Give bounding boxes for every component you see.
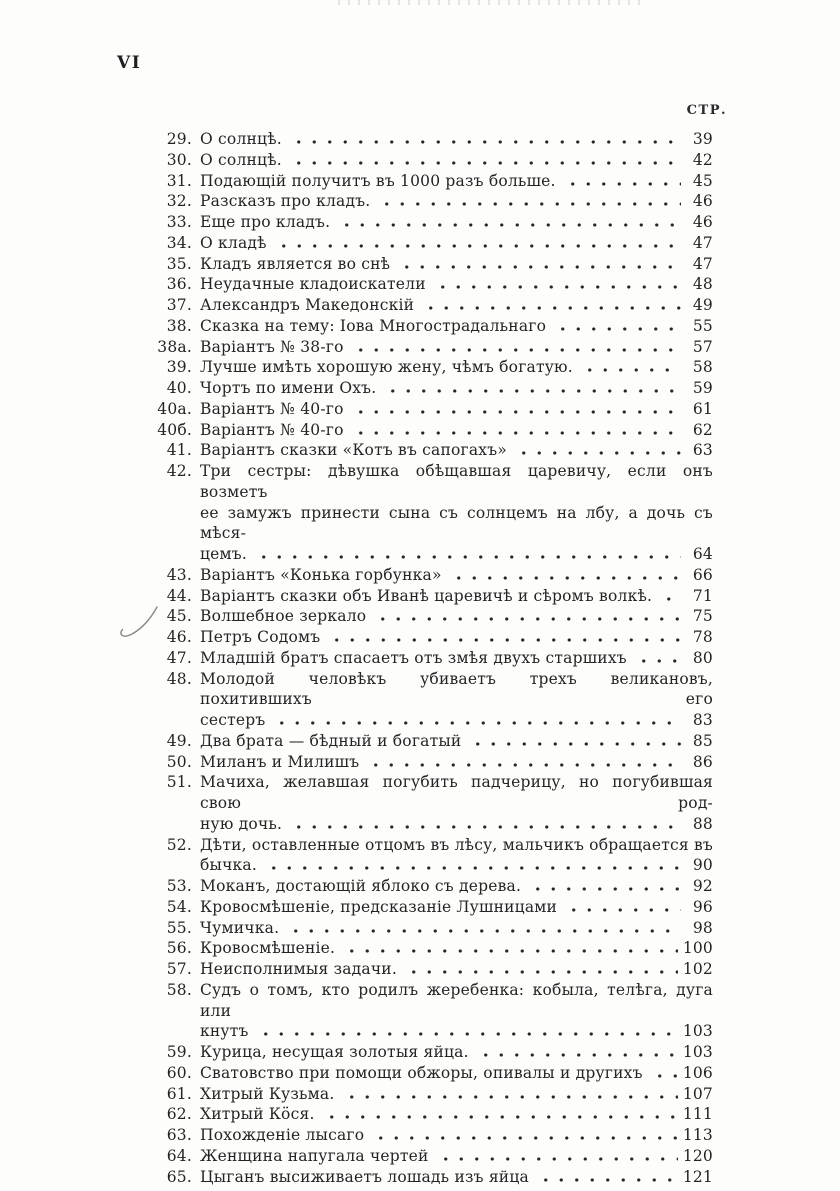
entry-title: Варіантъ № 40-го	[200, 399, 344, 418]
dot-leader	[553, 327, 681, 331]
entry-page-number: 57	[692, 337, 713, 356]
entry-page-number: 103	[682, 1022, 713, 1041]
entry-last-line	[200, 337, 713, 358]
entry-title: Хитрый Кузьма.	[200, 1084, 335, 1103]
toc-entry	[156, 357, 713, 378]
entry-page-number: 98	[692, 918, 713, 937]
entry-number: 40а.	[157, 399, 192, 418]
dot-leader	[366, 763, 681, 767]
toc-entry	[156, 150, 713, 171]
entry-last-line	[200, 316, 713, 337]
entry-last-line	[200, 855, 713, 876]
entry-number: 59.	[166, 1043, 192, 1061]
toc-entry	[156, 897, 713, 918]
entry-title: Еще про кладъ.	[200, 213, 331, 231]
entry-last-line	[200, 876, 713, 897]
entry-title: Варіантъ № 40-го	[200, 420, 344, 439]
entry-page-number: 49	[692, 296, 713, 314]
entry-body	[200, 1167, 713, 1188]
entry-number: 29.	[166, 130, 192, 148]
entry-number: 60.	[166, 1063, 192, 1082]
toc-entry	[156, 752, 713, 773]
dot-leader	[286, 929, 681, 933]
entry-number: 34.	[166, 233, 192, 252]
entry-body	[200, 420, 713, 441]
entry-page-number: 39	[692, 130, 713, 148]
entry-number: 63.	[166, 1126, 192, 1144]
entry-title: Хитрый Кöся.	[200, 1105, 315, 1124]
entry-last-line	[200, 212, 713, 233]
entry-title: Похожденіе лысаго	[200, 1126, 365, 1144]
entry-last-line	[200, 1063, 713, 1084]
entry-number: 41.	[166, 441, 192, 460]
toc-entry	[156, 1084, 713, 1105]
entry-title: ную дочь.	[200, 814, 283, 833]
toc-entry	[156, 399, 713, 420]
entry-page-number: 63	[692, 441, 713, 460]
toc-entry	[156, 731, 713, 752]
entry-body	[200, 1084, 713, 1105]
entry-title: Неудачные кладоискатели	[200, 275, 426, 294]
entry-last-line	[200, 938, 713, 959]
entry-page-number: 58	[692, 358, 713, 377]
entry-title: Волшебное зеркало	[200, 607, 367, 626]
toc-entry	[156, 648, 713, 669]
entry-last-line	[200, 586, 713, 607]
entry-number: 61.	[166, 1084, 192, 1103]
entry-page-number: 59	[692, 379, 713, 397]
scan-artifact-top	[338, 0, 644, 5]
toc-entry	[156, 772, 713, 834]
entry-body	[200, 191, 713, 212]
entry-number: 39.	[166, 358, 192, 377]
entry-page-number: 111	[682, 1105, 713, 1124]
entry-body	[200, 1125, 713, 1146]
entry-last-line	[200, 1042, 713, 1063]
toc-entry	[156, 295, 713, 316]
entry-page-number: 120	[682, 1146, 713, 1165]
entry-body	[200, 461, 713, 565]
toc-entry	[156, 606, 713, 627]
entry-last-line	[200, 606, 713, 627]
entry-page-number: 103	[682, 1043, 713, 1061]
entry-number: 50.	[166, 752, 192, 771]
toc-entry	[156, 876, 713, 897]
entry-title: Варіантъ сказки объ Иванѣ царевичѣ и сѣромъ волкѣ.	[200, 586, 653, 605]
page-number-roman: VI	[117, 53, 142, 73]
entry-last-line	[200, 357, 713, 378]
entry-page-number: 85	[692, 731, 713, 750]
entry-page-number: 102	[682, 960, 713, 978]
toc-entry	[156, 212, 713, 233]
entry-body	[200, 129, 713, 150]
toc-entry	[156, 171, 713, 192]
toc-entry	[156, 565, 713, 586]
toc-entry	[156, 420, 713, 441]
dot-leader	[659, 597, 681, 601]
entry-body	[200, 254, 713, 275]
entry-body	[200, 959, 713, 980]
entry-number: 51.	[166, 773, 192, 792]
entry-number: 49.	[166, 731, 192, 750]
dot-leader	[289, 161, 681, 165]
dot-leader	[514, 451, 681, 455]
entry-body	[200, 399, 713, 420]
entry-page-number: 90	[692, 856, 713, 875]
entry-page-number: 86	[692, 752, 713, 771]
dot-leader	[289, 140, 681, 144]
entry-page-number: 48	[692, 275, 713, 294]
toc-entry	[156, 254, 713, 275]
entry-last-line	[200, 752, 713, 773]
dot-leader	[342, 1095, 678, 1099]
dot-leader	[433, 285, 681, 289]
dot-leader	[322, 1115, 678, 1119]
entry-number: 47.	[166, 648, 192, 667]
entry-page-number: 46	[692, 213, 713, 231]
entry-number: 42.	[166, 462, 192, 480]
dot-leader	[634, 659, 681, 663]
dot-leader	[563, 182, 681, 186]
entry-title-line: Молодой человѣкъ убиваетъ трехъ великановъ, похитившихъ его	[200, 669, 713, 709]
entry-page-number: 61	[692, 399, 713, 418]
dot-leader	[528, 887, 681, 891]
entry-title-line: Судъ о томъ, кто родилъ жеребенка: кобыла, телѣга, дуга или	[200, 980, 713, 1020]
entry-body	[200, 171, 713, 192]
dot-leader	[404, 970, 678, 974]
toc-entry	[156, 378, 713, 399]
entry-body	[200, 316, 713, 337]
entry-number: 31.	[166, 171, 192, 190]
entry-body	[200, 897, 713, 918]
toc-entry	[156, 918, 713, 939]
toc-list	[156, 129, 713, 1187]
dot-leader	[274, 244, 681, 248]
dot-leader	[397, 265, 681, 269]
dot-leader	[342, 949, 678, 953]
entry-title: Чумичка.	[200, 918, 280, 937]
entry-title: Цыганъ высиживаетъ лошадь изъ яйца	[200, 1167, 529, 1186]
entry-page-number: 47	[692, 254, 713, 273]
dot-leader	[254, 555, 681, 559]
entry-body	[200, 648, 713, 669]
entry-title: кнутъ	[200, 1022, 249, 1041]
entry-page-number: 75	[692, 607, 713, 626]
toc-entry	[156, 1042, 713, 1063]
dot-leader	[351, 410, 681, 414]
entry-number: 33.	[166, 213, 192, 231]
entry-page-number: 113	[682, 1126, 713, 1144]
entry-last-line	[200, 1021, 713, 1042]
dot-leader	[476, 1053, 678, 1057]
entry-page-number: 66	[692, 565, 713, 584]
entry-body	[200, 586, 713, 607]
pencil-mark	[111, 603, 161, 649]
toc-entry	[156, 1125, 713, 1146]
entry-title: Варіантъ № 38-го	[200, 337, 344, 356]
dot-leader	[449, 576, 681, 580]
entry-body	[200, 233, 713, 254]
entry-number: 54.	[166, 897, 192, 916]
entry-title: Моканъ, достающій яблоко съ дерева.	[200, 877, 522, 895]
entry-title: бычка.	[200, 856, 257, 875]
page-column-header: СТР.	[686, 103, 727, 118]
entry-title: Курица, несущая золотыя яйца.	[200, 1043, 469, 1061]
toc-entry	[156, 586, 713, 607]
entry-number: 44.	[166, 586, 192, 605]
entry-page-number: 64	[692, 545, 713, 563]
dot-leader	[377, 202, 681, 206]
entry-title-line: ее замужъ принести сына съ солнцемъ на лбу, а дочь съ мѣся-	[200, 503, 713, 543]
dot-leader	[272, 721, 681, 725]
entry-page-number: 78	[692, 628, 713, 646]
entry-body	[200, 980, 713, 1042]
entry-number: 36.	[166, 275, 192, 294]
dot-leader	[256, 1032, 678, 1036]
entry-last-line	[200, 710, 713, 731]
entry-last-line	[200, 254, 713, 275]
entry-title: Разсказъ про кладъ.	[200, 192, 371, 211]
entry-body	[200, 731, 713, 752]
entry-last-line	[200, 129, 713, 150]
entry-title: Подающій получитъ въ 1000 разъ больше.	[200, 171, 556, 190]
entry-body	[200, 378, 713, 399]
entry-last-line	[200, 171, 713, 192]
entry-body	[200, 150, 713, 171]
entry-body	[200, 876, 713, 897]
entry-title: Петръ Содомъ	[200, 628, 321, 646]
entry-number: 55.	[166, 918, 192, 937]
entry-number: 32.	[166, 192, 192, 211]
entry-title-line: Три сестры: дѣвушка обѣщавшая царевичу, если онъ возметъ	[200, 462, 713, 501]
entry-page-number: 45	[692, 171, 713, 190]
entry-page-number: 96	[692, 897, 713, 916]
entry-last-line	[200, 1167, 713, 1188]
entry-page-number: 92	[692, 877, 713, 895]
entry-page-number: 71	[692, 586, 713, 605]
entry-body	[200, 212, 713, 233]
toc-entry	[156, 980, 713, 1042]
entry-title-line: Дѣти, оставленные отцомъ въ лѣсу, мальчикъ обращается въ	[200, 835, 713, 854]
entry-last-line	[200, 731, 713, 752]
toc-entry	[156, 669, 713, 731]
entry-title: Варіантъ «Конька горбунка»	[200, 565, 442, 584]
entry-page-number: 46	[692, 192, 713, 211]
toc-entry	[156, 461, 713, 565]
dot-leader	[436, 1157, 678, 1161]
dot-leader	[536, 1178, 678, 1182]
entry-number: 30.	[166, 150, 192, 169]
entry-body	[200, 752, 713, 773]
toc-entry	[156, 440, 713, 461]
entry-last-line	[200, 295, 713, 316]
entry-body	[200, 357, 713, 378]
entry-number: 35.	[166, 254, 192, 273]
entry-body	[200, 274, 713, 295]
entry-last-line	[200, 233, 713, 254]
entry-number: 46.	[166, 628, 192, 646]
dot-leader	[337, 223, 681, 227]
toc-entry	[156, 233, 713, 254]
entry-title: Кровосмѣшеніе, предсказаніе Лушницами	[200, 897, 558, 916]
entry-page-number: 100	[682, 939, 713, 958]
entry-last-line	[200, 544, 713, 565]
entry-title: Чортъ по имени Охъ.	[200, 379, 377, 397]
entry-page-number: 121	[682, 1167, 713, 1186]
entry-body	[200, 1042, 713, 1063]
entry-number: 45.	[166, 607, 192, 626]
entry-last-line	[200, 420, 713, 441]
entry-body	[200, 772, 713, 834]
entry-body	[200, 440, 713, 461]
entry-last-line	[200, 814, 713, 835]
entry-body	[200, 1104, 713, 1125]
entry-page-number: 83	[692, 711, 713, 729]
entry-last-line	[200, 627, 713, 648]
entry-last-line	[200, 150, 713, 171]
dot-leader	[289, 825, 681, 829]
toc-entry	[156, 274, 713, 295]
dot-leader	[264, 866, 681, 870]
entry-body	[200, 565, 713, 586]
toc-entry	[156, 627, 713, 648]
entry-title: О солнцѣ.	[200, 130, 282, 148]
entry-body	[200, 627, 713, 648]
entry-body	[200, 606, 713, 627]
entry-body	[200, 337, 713, 358]
entry-last-line	[200, 918, 713, 939]
toc-entry	[156, 1146, 713, 1167]
entry-title: Лучше имѣть хорошую жену, чѣмъ богатую.	[200, 358, 573, 377]
entry-number: 58.	[166, 980, 192, 999]
entry-body	[200, 938, 713, 959]
entry-title: Кладъ является во снѣ	[200, 254, 391, 273]
entry-number: 48.	[166, 669, 192, 688]
entry-page-number: 55	[692, 316, 713, 335]
entry-body	[200, 295, 713, 316]
entry-number: 38а.	[157, 337, 192, 356]
entry-page-number: 107	[682, 1084, 713, 1103]
entry-title: сестеръ	[200, 711, 266, 729]
entry-body	[200, 918, 713, 939]
dot-leader	[373, 617, 681, 621]
entry-last-line	[200, 274, 713, 295]
dot-leader	[383, 389, 681, 393]
dot-leader	[580, 368, 681, 372]
toc-entry	[156, 1167, 713, 1188]
entry-body	[200, 1063, 713, 1084]
toc-entry	[156, 1063, 713, 1084]
entry-number: 57.	[166, 960, 192, 978]
entry-title: Миланъ и Милишъ	[200, 752, 360, 771]
entry-title: Два брата — бѣдный и богатый	[200, 731, 462, 750]
entry-last-line	[200, 1104, 713, 1125]
entry-title-line: Мачиха, желавшая погубить падчерицу, но погубившая свою род-	[200, 773, 713, 812]
toc-entry	[156, 959, 713, 980]
entry-number: 43.	[166, 565, 192, 584]
toc-entry	[156, 337, 713, 358]
entry-page-number: 47	[692, 233, 713, 252]
entry-number: 40б.	[157, 420, 192, 439]
entry-last-line	[200, 1125, 713, 1146]
entry-number: 56.	[166, 939, 192, 958]
entry-title: Женщина напугала чертей	[200, 1146, 429, 1165]
dot-leader	[468, 742, 681, 746]
entry-page-number: 42	[692, 150, 713, 169]
entry-last-line	[200, 191, 713, 212]
toc-entry	[156, 835, 713, 877]
entry-number: 65.	[166, 1167, 192, 1186]
dot-leader	[351, 348, 681, 352]
toc-entry	[156, 1104, 713, 1125]
toc-entry	[156, 316, 713, 337]
entry-title: О кладѣ	[200, 233, 267, 252]
entry-page-number: 80	[692, 648, 713, 667]
entry-title: Александръ Македонскій	[200, 296, 415, 314]
entry-last-line	[200, 378, 713, 399]
entry-number: 37.	[166, 296, 192, 314]
entry-last-line	[200, 897, 713, 918]
entry-title: Сказка на тему: Іова Многострадальнаго	[200, 316, 547, 335]
dot-leader	[650, 1074, 678, 1078]
entry-number: 52.	[166, 835, 192, 854]
entry-body	[200, 1146, 713, 1167]
entry-last-line	[200, 565, 713, 586]
entry-number: 38.	[166, 316, 192, 335]
entry-title: Кровосмѣшеніе.	[200, 939, 336, 958]
entry-last-line	[200, 399, 713, 420]
entry-number: 40.	[166, 379, 192, 397]
dot-leader	[564, 908, 681, 912]
entry-number: 53.	[166, 877, 192, 895]
entry-body	[200, 669, 713, 731]
toc-entry	[156, 938, 713, 959]
entry-title: цемъ.	[200, 545, 247, 563]
entry-number: 64.	[166, 1146, 192, 1165]
entry-title: Варіантъ сказки «Котъ въ сапогахъ»	[200, 441, 507, 460]
toc-entry	[156, 191, 713, 212]
entry-title: О солнцѣ.	[200, 150, 282, 169]
entry-last-line	[200, 1146, 713, 1167]
dot-leader	[371, 1136, 678, 1140]
dot-leader	[421, 306, 681, 310]
entry-last-line	[200, 1084, 713, 1105]
entry-title: Неисполнимыя задачи.	[200, 960, 397, 978]
entry-page-number: 88	[692, 814, 713, 833]
dot-leader	[327, 638, 681, 642]
entry-title: Младшій братъ спасаетъ отъ змѣя двухъ старшихъ	[200, 648, 627, 667]
entry-body	[200, 835, 713, 877]
entry-title: Сватовство при помощи обжоры, опивалы и другихъ	[200, 1063, 643, 1082]
entry-page-number: 62	[692, 420, 713, 439]
entry-page-number: 106	[682, 1063, 713, 1082]
entry-last-line	[200, 959, 713, 980]
entry-number: 62.	[166, 1105, 192, 1124]
entry-last-line	[200, 648, 713, 669]
entry-last-line	[200, 440, 713, 461]
toc-entry	[156, 129, 713, 150]
dot-leader	[351, 431, 681, 435]
